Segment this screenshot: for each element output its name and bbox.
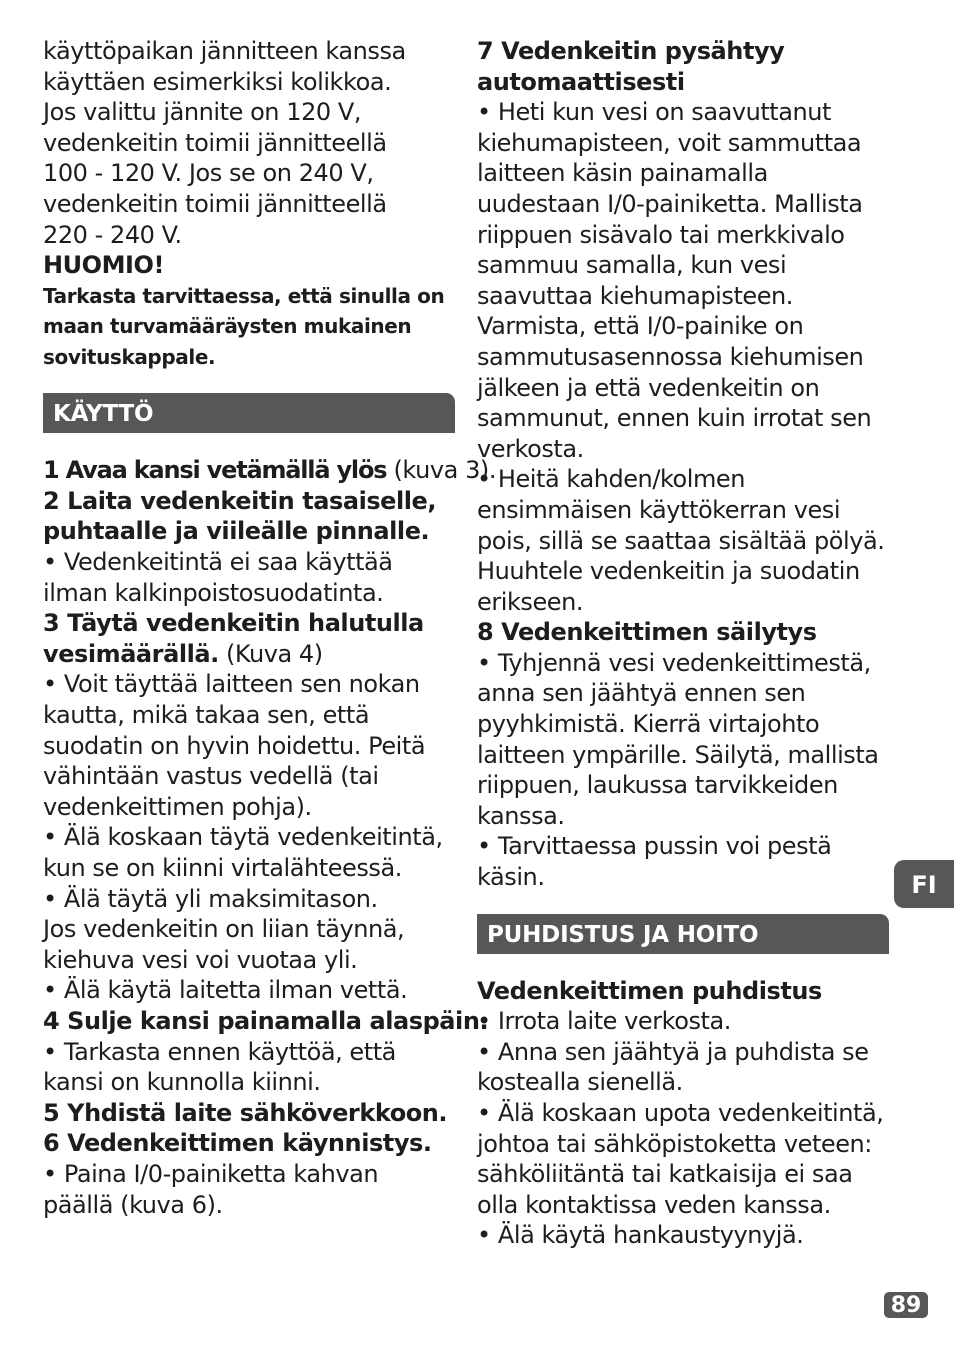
language-tab: FI	[894, 860, 954, 908]
bullet-line: sammuu samalla, kun vesi	[477, 251, 787, 280]
step-1	[43, 455, 496, 486]
text-line: 100 - 120 V. Jos se on 240 V,	[43, 159, 374, 188]
bullet-line: • Tarvittaessa pussin voi pestä	[477, 832, 832, 861]
bullet-line: erikseen.	[477, 587, 584, 616]
bullet-line: ilman kalkinpoistosuodatinta.	[43, 578, 384, 607]
bullet-line: sammutusasennossa kiehumisen	[477, 342, 864, 371]
text-line: Jos valittu jännite on 120 V,	[43, 98, 362, 127]
bullet-line: pois, sillä se saattaa sisältää pölyä.	[477, 526, 885, 555]
bullet-line: vedenkeittimen pohja).	[43, 792, 312, 821]
bullet-line: • Vedenkeitintä ei saa käyttää	[43, 548, 393, 577]
cleaning-title: Vedenkeittimen puhdistus	[477, 976, 822, 1005]
step-1-ref: (kuva 3).	[386, 456, 496, 485]
text-line: käyttäen esimerkiksi kolikkoa.	[43, 67, 392, 96]
bullet-line: kiehumapisteen, voit sammuttaa	[477, 128, 862, 157]
step-4-title: 4 Sulje kansi painamalla alaspäin.	[43, 1006, 489, 1035]
bullet-line: jälkeen ja että vedenkeitin on	[477, 373, 820, 402]
bullet-line: • Irrota laite verkosta.	[477, 1007, 731, 1036]
bullet-line: • Älä koskaan upota vedenkeitintä,	[477, 1099, 884, 1127]
warning-line: Tarkasta tarvittaessa, että sinulla on	[43, 283, 445, 308]
bullet-line: • Tarkasta ennen käyttöä, että	[43, 1037, 396, 1066]
bullet-line: kanssa.	[477, 801, 565, 830]
bullet-line: • Paina I/0-painiketta kahvan	[43, 1159, 379, 1188]
bullet-line: kansi on kunnolla kiinni.	[43, 1068, 321, 1097]
text-line: vedenkeitin toimii jännitteellä	[43, 128, 387, 157]
bullet-line: saavuttaa kiehumapisteen.	[477, 281, 793, 310]
bullet-line: • Älä käytä laitetta ilman vettä.	[43, 976, 408, 1005]
page-number: 89	[884, 1292, 928, 1318]
bullet-line: sammunut, ennen kuin irrotat sen	[477, 404, 872, 433]
step-3-title: 3 Täytä vedenkeitin halutulla	[43, 609, 424, 638]
step-3-ref: (Kuva 4)	[218, 639, 323, 668]
step-3-title-bold: vesimäärällä.	[43, 639, 219, 668]
bullet-line: olla kontaktissa veden kanssa.	[477, 1190, 831, 1219]
section-heading-puhdistus: PUHDISTUS JA HOITO	[477, 914, 889, 954]
left-column	[43, 36, 496, 1220]
bullet-line: • Älä täytä yli maksimitason.	[43, 884, 378, 913]
step-3-title-cont	[43, 639, 455, 670]
bullet-line: pyyhkimistä. Kierrä virtajohto	[477, 710, 820, 739]
bullet-line: uudestaan I/0-painiketta. Mallista	[477, 189, 863, 218]
bullet-line: riippuen sisävalo tai merkkivalo	[477, 220, 845, 249]
text-line: vedenkeitin toimii jännitteellä	[43, 189, 387, 218]
warning-heading: HUOMIO!	[43, 251, 164, 280]
step-5-title: 5 Yhdistä laite sähköverkkoon.	[43, 1098, 448, 1127]
bullet-line: ensimmäisen käyttökerran vesi	[477, 495, 841, 524]
warning-line: sovituskappale.	[43, 344, 216, 369]
bullet-line: kautta, mikä takaa sen, että	[43, 701, 370, 729]
step-7-title: automaattisesti	[477, 67, 685, 96]
bullet-line: päällä (kuva 6).	[43, 1190, 223, 1219]
bullet-line: Huuhtele vedenkeitin ja suodatin	[477, 557, 860, 586]
step-2-title: puhtaalle ja viileälle pinnalle.	[43, 517, 430, 546]
bullet-line: verkosta.	[477, 434, 584, 463]
bullet-line: • Älä koskaan täytä vedenkeitintä,	[43, 823, 443, 852]
bullet-line: • Heitä kahden/kolmen	[477, 465, 746, 494]
right-column	[477, 36, 889, 1251]
bullet-line: Varmista, että I/0-painike on	[477, 312, 804, 341]
bullet-line: • Tyhjennä vesi vedenkeittimestä,	[477, 648, 871, 677]
step-2-title: 2 Laita vedenkeitin tasaiselle,	[43, 486, 437, 515]
bullet-line: • Voit täyttää laitteen sen nokan	[43, 670, 420, 699]
step-7-title: 7 Vedenkeitin pysähtyy	[477, 37, 785, 65]
bullet-line: johtoa tai sähköpistoketta veteen:	[477, 1129, 872, 1158]
bullet-line: • Älä käytä hankaustyynyjä.	[477, 1221, 804, 1250]
bullet-line: • Heti kun vesi on saavuttanut	[477, 98, 832, 127]
bullet-line: vähintään vastus vedellä (tai	[43, 762, 379, 791]
warning-line: maan turvamääräysten mukainen	[43, 314, 412, 339]
text-line: 220 - 240 V.	[43, 220, 182, 249]
bullet-line: laitteen ympärille. Säilytä, mallista	[477, 740, 879, 769]
section-heading-kaytto: KÄYTTÖ	[43, 393, 455, 433]
bullet-line: käsin.	[477, 863, 545, 892]
bullet-line: • Anna sen jäähtyä ja puhdista se	[477, 1037, 869, 1066]
bullet-line: riippuen, laukussa tarvikkeiden	[477, 771, 838, 800]
bullet-line: kostealla sienellä.	[477, 1068, 683, 1097]
step-8-title: 8 Vedenkeittimen säilytys	[477, 618, 817, 647]
bullet-line: kun se on kiinni virtalähteessä.	[43, 853, 402, 882]
text-line: käyttöpaikan jännitteen kanssa	[43, 37, 406, 65]
step-1-title: 1 Avaa kansi vetämällä ylös	[43, 456, 387, 485]
step-6-title: 6 Vedenkeittimen käynnistys.	[43, 1129, 432, 1158]
bullet-line: anna sen jäähtyä ennen sen	[477, 679, 806, 708]
bullet-line: kiehuva vesi voi vuotaa yli.	[43, 945, 358, 974]
bullet-line: suodatin on hyvin hoidettu. Peitä	[43, 731, 426, 760]
bullet-line: laitteen käsin painamalla	[477, 159, 768, 188]
bullet-line: sähköliitäntä tai katkaisija ei saa	[477, 1160, 853, 1189]
bullet-line: Jos vedenkeitin on liian täynnä,	[43, 915, 405, 944]
